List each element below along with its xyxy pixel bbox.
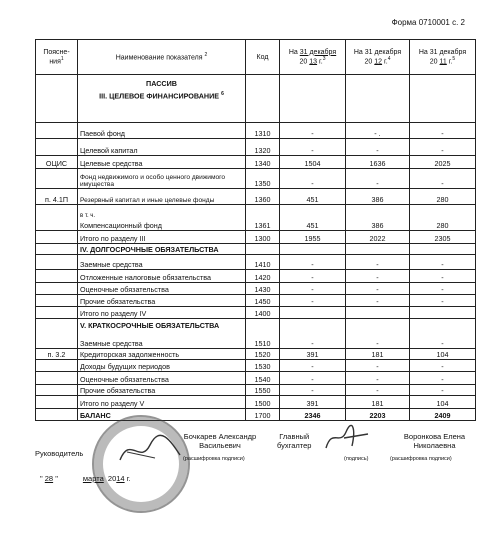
row-code: 1550 [246, 385, 280, 396]
value-2011: - [410, 319, 476, 349]
table-row [36, 295, 476, 307]
accountant-label: Главный бухгалтер [277, 432, 312, 450]
col-header-code: Код [246, 40, 280, 75]
section-5-title: V. КРАТКОСРОЧНЫЕ ОБЯЗАТЕЛЬСТВА [80, 321, 220, 330]
table-row [36, 360, 476, 372]
value-2011: 280 [410, 189, 476, 205]
value-2011: - [410, 169, 476, 189]
row-name: Прочие обязательства [78, 385, 246, 396]
row-code: 1410 [246, 255, 280, 270]
row-name: Итого по разделу V [78, 396, 246, 409]
row-note: п. 3.2 [36, 349, 78, 360]
table-row [36, 169, 476, 189]
head-decode-label: (расшифровка подписи) [183, 456, 245, 462]
row-name: Доходы будущих периодов [78, 360, 246, 372]
value-2012: 386 [346, 189, 410, 205]
row-code: 1420 [246, 270, 280, 283]
accountant-name: Воронкова Елена Николаевна [403, 432, 466, 450]
value-2013: - [280, 169, 346, 189]
table-row [36, 396, 476, 409]
row-code: 1361 [246, 205, 280, 231]
row-name: Оценочные обязательства [78, 283, 246, 295]
signature-label: (подпись) [344, 456, 369, 462]
value-2013: - [280, 255, 346, 270]
value-2011: - [410, 283, 476, 295]
value-2012: 2022 [346, 231, 410, 244]
value-2012: 181 [346, 396, 410, 409]
value-2012: - [346, 295, 410, 307]
table-row [36, 270, 476, 283]
accountant-signature [322, 424, 372, 454]
row-code: 1510 [246, 319, 280, 349]
row-code: 1400 [246, 307, 280, 319]
row-name: в т. ч. Компенсационный фонд [78, 205, 246, 231]
value-2011: - [410, 123, 476, 139]
col-header-2013: На 31 декабря 20 13 г.$^3$ [280, 40, 346, 75]
table-row [36, 156, 476, 169]
row-name: Резервный капитал и иные целевые фонды [78, 189, 246, 205]
table-row [36, 409, 476, 421]
table-row [36, 244, 476, 255]
value-2012: - [346, 385, 410, 396]
value-2011: - [410, 255, 476, 270]
value-2013: - [280, 372, 346, 385]
row-code: 1500 [246, 396, 280, 409]
value-2013: - [280, 283, 346, 295]
row-code: 1340 [246, 156, 280, 169]
value-2012: 2203 [346, 409, 410, 421]
row-code: 1540 [246, 372, 280, 385]
head-name: Бочкарев Александр Васильевич [183, 432, 257, 450]
value-2011: - [410, 139, 476, 156]
accountant-decode-label: (расшифровка подписи) [390, 456, 452, 462]
row-code: 1320 [246, 139, 280, 156]
value-2013: 451 [280, 189, 346, 205]
value-2011: 2409 [410, 409, 476, 421]
value-2012: - [346, 372, 410, 385]
value-2012: 386 [346, 205, 410, 231]
row-name: Заемные средства [78, 255, 246, 270]
row-name: Прочие обязательства [78, 295, 246, 307]
table-row [36, 139, 476, 156]
value-2011: - [410, 295, 476, 307]
row-note: ОЦИС [36, 156, 78, 169]
value-2012: - [346, 169, 410, 189]
row-code: 1520 [246, 349, 280, 360]
balance-table [35, 39, 476, 421]
value-2011: - [410, 385, 476, 396]
row-code: 1350 [246, 169, 280, 189]
row-name: Целевой капитал [78, 139, 246, 156]
value-2012: - [346, 139, 410, 156]
row-code: 1530 [246, 360, 280, 372]
section-3-title: III. ЦЕЛЕВОЕ ФИНАНСИРОВАНИЕ $^6$ [99, 91, 224, 101]
value-2011: 2025 [410, 156, 476, 169]
row-name: Целевые средства [78, 156, 246, 169]
row-name: Итого по разделу IV [78, 307, 246, 319]
value-2013: - [280, 319, 346, 349]
row-code: 1310 [246, 123, 280, 139]
table-row [36, 385, 476, 396]
table-header-row [36, 40, 476, 75]
row-name: Фонд недвижимого и особо ценного движимого имущества [78, 169, 246, 189]
col-header-2012: На 31 декабря 20 12 г.$^4$ [346, 40, 410, 75]
row-note: п. 4.1П [36, 189, 78, 205]
value-2011: 2305 [410, 231, 476, 244]
row-name: БАЛАНС [78, 409, 246, 421]
value-2012: - [346, 283, 410, 295]
value-2011: 280 [410, 205, 476, 231]
value-2013: - [280, 385, 346, 396]
value-2013: 1955 [280, 231, 346, 244]
value-2011: - [410, 372, 476, 385]
value-2011: 104 [410, 396, 476, 409]
table-row [36, 75, 476, 123]
value-2011: - [410, 360, 476, 372]
row-name: Кредиторская задолженность [78, 349, 246, 360]
value-2012: - . [346, 123, 410, 139]
passiv-title: ПАССИВ [146, 79, 177, 88]
form-code: Форма 0710001 с. 2 [391, 18, 465, 27]
value-2013 [280, 307, 346, 319]
value-2013: 391 [280, 349, 346, 360]
value-2013: - [280, 295, 346, 307]
section-4-title: IV. ДОЛГОСРОЧНЫЕ ОБЯЗАТЕЛЬСТВА [78, 244, 246, 255]
value-2013: 2346 [280, 409, 346, 421]
value-2012: - [346, 255, 410, 270]
value-2012: 1636 [346, 156, 410, 169]
value-2013: - [280, 123, 346, 139]
signing-date: " 28 " марта 2014 г. [40, 474, 131, 483]
value-2011 [410, 307, 476, 319]
value-2013: 1504 [280, 156, 346, 169]
value-2013: - [280, 360, 346, 372]
value-2012: - [346, 360, 410, 372]
table-row [36, 283, 476, 295]
value-2013: - [280, 270, 346, 283]
row-code: 1700 [246, 409, 280, 421]
value-2012: - [346, 270, 410, 283]
value-2013: - [280, 139, 346, 156]
table-row [36, 205, 476, 231]
row-name: Итого по разделу III [78, 231, 246, 244]
col-header-name: Наименование показателя $^2$ [78, 40, 246, 75]
table-row [36, 123, 476, 139]
value-2013: 451 [280, 205, 346, 231]
row-code: 1360 [246, 189, 280, 205]
value-2013: 391 [280, 396, 346, 409]
value-2011: - [410, 270, 476, 283]
table-row [36, 189, 476, 205]
value-2012: 181 [346, 349, 410, 360]
row-name: Заемные средства [80, 339, 143, 348]
row-code: 1300 [246, 231, 280, 244]
row-name: Оценочные обязательства [78, 372, 246, 385]
row-code: 1450 [246, 295, 280, 307]
value-2012 [346, 307, 410, 319]
table-row [36, 372, 476, 385]
row-name: Паевой фонд [78, 123, 246, 139]
col-header-2011: На 31 декабря 20 11 г.$^5$ [410, 40, 476, 75]
row-code: 1430 [246, 283, 280, 295]
table-row [36, 319, 476, 349]
row-name: Отложенные налоговые обязательства [78, 270, 246, 283]
table-row [36, 255, 476, 270]
table-row [36, 307, 476, 319]
head-label: Руководитель [35, 449, 84, 458]
value-2012: - [346, 319, 410, 349]
table-row [36, 349, 476, 360]
value-2011: 104 [410, 349, 476, 360]
table-row [36, 231, 476, 244]
col-header-note: Поясне-ния$^1$ [36, 40, 78, 75]
